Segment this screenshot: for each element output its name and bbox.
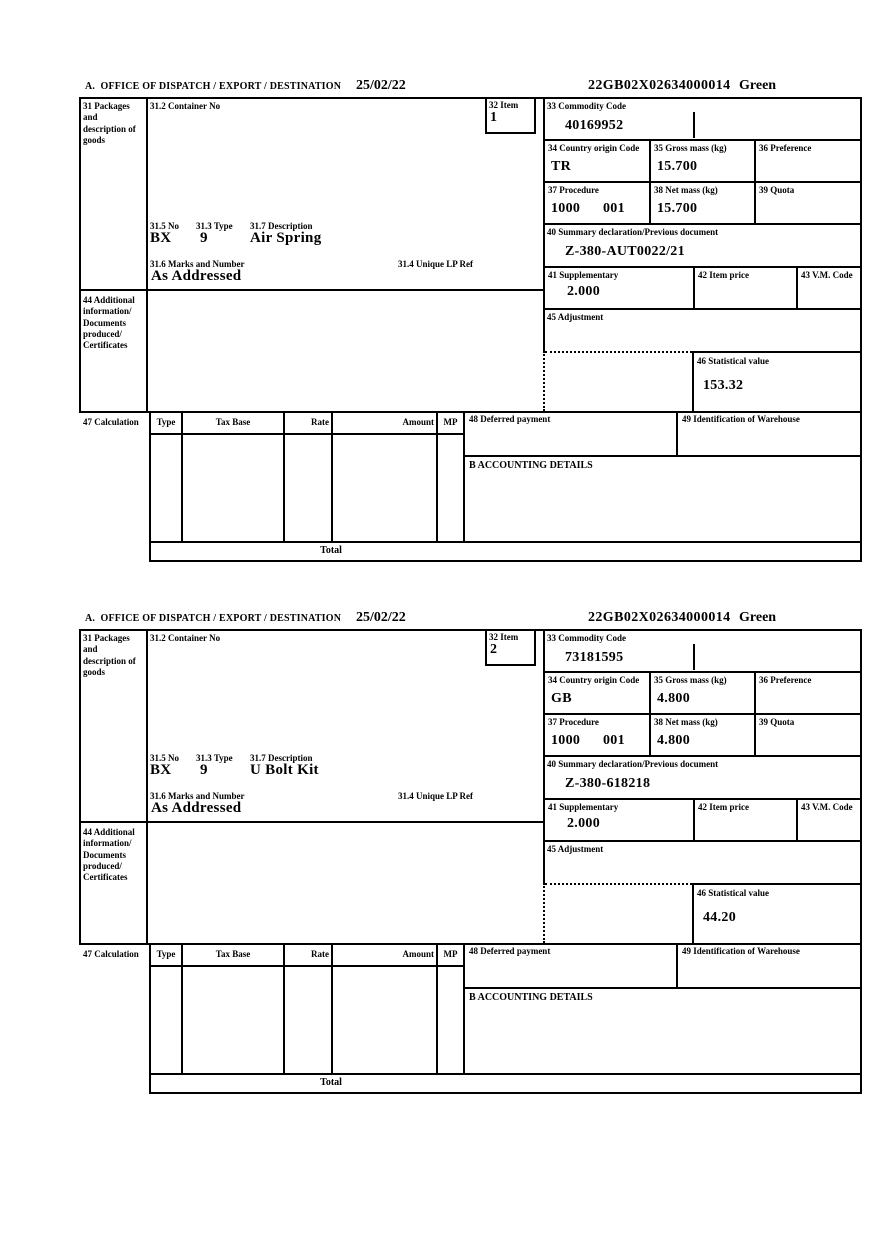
warehouse-id-label: 49 Identification of Warehouse bbox=[682, 414, 800, 424]
unique-lp-ref-label: 31.4 Unique LP Ref bbox=[398, 791, 474, 801]
procedure-label: 37 Procedure bbox=[548, 717, 599, 727]
warehouse-id-box bbox=[678, 943, 862, 989]
commodity-code-value: 40169952 bbox=[565, 118, 624, 133]
marks-label: 31.6 Marks and Number bbox=[150, 791, 245, 801]
routing-status: Green bbox=[739, 610, 777, 625]
statistical-value-box bbox=[692, 351, 860, 411]
item-number-value: 2 bbox=[490, 642, 498, 657]
dotted-divider bbox=[545, 883, 692, 885]
marks-label: 31.6 Marks and Number bbox=[150, 259, 245, 269]
pkg-no-value: BX bbox=[150, 230, 172, 246]
preference-label: 36 Preference bbox=[759, 675, 812, 685]
commodity-code-box bbox=[545, 99, 860, 141]
preference-box bbox=[756, 673, 860, 715]
warehouse-id-label: 49 Identification of Warehouse bbox=[682, 946, 800, 956]
commodity-code-label: 33 Commodity Code bbox=[547, 633, 626, 643]
previous-document-value: Z-380-AUT0022/21 bbox=[565, 244, 685, 259]
col-header-rate: Rate bbox=[311, 417, 329, 427]
vm-code-label: 43 V.M. Code bbox=[801, 270, 853, 280]
vm-code-label: 43 V.M. Code bbox=[801, 802, 853, 812]
pkg-no-value: BX bbox=[150, 762, 172, 778]
panel-border-dotted bbox=[543, 351, 545, 411]
mrn-reference: 22GB02X02634000014 bbox=[588, 78, 731, 93]
pkg-type-label: 31.3 Type bbox=[196, 753, 233, 763]
marks-value: As Addressed bbox=[151, 800, 242, 816]
box31-packages-label: 31 Packages and description of goods bbox=[83, 101, 136, 145]
col-header-type: Type bbox=[156, 949, 176, 959]
item-price-box bbox=[695, 800, 798, 842]
col-header-rate: Rate bbox=[311, 949, 329, 959]
row-divider bbox=[81, 821, 543, 823]
pkg-type-label: 31.3 Type bbox=[196, 221, 233, 231]
net-mass-value: 15.700 bbox=[657, 201, 698, 216]
routing-status: Green bbox=[739, 78, 777, 93]
box44-additional-info-label: 44 Additional information/ Documents produced/ Certificates bbox=[83, 295, 135, 350]
gross-mass-value: 15.700 bbox=[657, 159, 698, 174]
item-price-label: 42 Item price bbox=[698, 270, 749, 280]
adjustment-label: 45 Adjustment bbox=[547, 844, 604, 854]
country-origin-label: 34 Country origin Code bbox=[548, 143, 640, 153]
procedure-box bbox=[545, 715, 651, 757]
preference-box bbox=[756, 141, 860, 183]
right-panel bbox=[543, 99, 860, 411]
col-header-type: Type bbox=[156, 417, 176, 427]
declaration-date: 25/02/22 bbox=[356, 78, 406, 93]
quota-box bbox=[756, 183, 860, 225]
commodity-code-box bbox=[545, 631, 860, 673]
mrn-reference: 22GB02X02634000014 bbox=[588, 610, 731, 625]
pkg-type-value: 9 bbox=[200, 762, 208, 778]
item-price-label: 42 Item price bbox=[698, 802, 749, 812]
calculation-label: 47 Calculation bbox=[83, 949, 139, 959]
pkg-no-label: 31.5 No bbox=[150, 221, 179, 231]
commodity-code-value: 73181595 bbox=[565, 650, 624, 665]
procedure-value: 1000 bbox=[551, 201, 581, 216]
statistical-value: 44.20 bbox=[703, 910, 736, 925]
item-price-box bbox=[695, 268, 798, 310]
marks-value: As Addressed bbox=[151, 268, 242, 284]
description-value: Air Spring bbox=[250, 230, 322, 246]
column-divider bbox=[146, 99, 148, 411]
preference-label: 36 Preference bbox=[759, 143, 812, 153]
commodity-code-separator bbox=[693, 644, 695, 670]
total-label: Total bbox=[320, 545, 342, 556]
description-label: 31.7 Description bbox=[250, 221, 313, 231]
procedure-box bbox=[545, 183, 651, 225]
deferred-payment-label: 48 Deferred payment bbox=[469, 414, 551, 424]
office-of-dispatch-label: A. OFFICE OF DISPATCH / EXPORT / DESTINATION bbox=[85, 613, 342, 624]
quota-label: 39 Quota bbox=[759, 717, 795, 727]
gross-mass-value: 4.800 bbox=[657, 691, 690, 706]
right-panel bbox=[543, 631, 860, 943]
column-divider bbox=[146, 631, 148, 943]
col-header-mp: MP bbox=[443, 417, 458, 427]
net-mass-box bbox=[651, 183, 756, 225]
description-label: 31.7 Description bbox=[250, 753, 313, 763]
statistical-value: 153.32 bbox=[703, 378, 744, 393]
dotted-divider bbox=[545, 351, 692, 353]
goods-item-frame bbox=[79, 97, 862, 413]
commodity-code-separator bbox=[693, 112, 695, 138]
accounting-details-box bbox=[465, 457, 862, 541]
row-divider bbox=[81, 289, 543, 291]
col-header-tax-base: Tax Base bbox=[215, 949, 251, 959]
statistical-value-box bbox=[692, 883, 860, 943]
net-mass-box bbox=[651, 715, 756, 757]
supplementary-box bbox=[545, 268, 695, 310]
unique-lp-ref-label: 31.4 Unique LP Ref bbox=[398, 259, 474, 269]
statistical-value-label: 46 Statistical value bbox=[697, 888, 769, 898]
net-mass-value: 4.800 bbox=[657, 733, 690, 748]
total-row bbox=[149, 1073, 862, 1094]
item-number-label: 32 Item bbox=[489, 100, 519, 110]
adjustment-box bbox=[545, 842, 860, 883]
total-label: Total bbox=[320, 1077, 342, 1088]
warehouse-id-box bbox=[678, 411, 862, 457]
supplementary-box bbox=[545, 800, 695, 842]
net-mass-label: 38 Net mass (kg) bbox=[654, 185, 718, 195]
net-mass-label: 38 Net mass (kg) bbox=[654, 717, 718, 727]
description-value: U Bolt Kit bbox=[250, 762, 319, 778]
calculation-table bbox=[149, 943, 465, 1075]
pkg-type-value: 9 bbox=[200, 230, 208, 246]
quota-box bbox=[756, 715, 860, 757]
vm-code-box bbox=[798, 268, 860, 310]
adjustment-box bbox=[545, 310, 860, 351]
panel-border-dotted bbox=[543, 883, 545, 943]
deferred-payment-box bbox=[465, 411, 678, 457]
procedure-code2-value: 001 bbox=[603, 733, 625, 748]
vm-code-box bbox=[798, 800, 860, 842]
supplementary-label: 41 Supplementary bbox=[548, 802, 619, 812]
adjustment-label: 45 Adjustment bbox=[547, 312, 604, 322]
previous-document-label: 40 Summary declaration/Previous document bbox=[547, 227, 719, 237]
procedure-code2-value: 001 bbox=[603, 201, 625, 216]
item-number-box bbox=[485, 631, 536, 666]
supplementary-value: 2.000 bbox=[567, 816, 600, 831]
previous-document-box bbox=[545, 225, 860, 268]
declaration-item-block-1 bbox=[79, 80, 862, 562]
col-header-mp: MP bbox=[443, 949, 458, 959]
item-number-value: 1 bbox=[490, 110, 498, 125]
country-origin-value: GB bbox=[551, 691, 572, 706]
statistical-value-label: 46 Statistical value bbox=[697, 356, 769, 366]
declaration-item-block-2 bbox=[79, 612, 862, 1094]
accounting-details-label: B ACCOUNTING DETAILS bbox=[469, 460, 593, 471]
accounting-details-box bbox=[465, 989, 862, 1073]
deferred-payment-label: 48 Deferred payment bbox=[469, 946, 551, 956]
calculation-table bbox=[149, 411, 465, 543]
container-no-label: 31.2 Container No bbox=[150, 633, 221, 643]
item-number-box bbox=[485, 99, 536, 134]
previous-document-value: Z-380-618218 bbox=[565, 776, 651, 791]
table-header-divider bbox=[151, 965, 463, 967]
gross-mass-label: 35 Gross mass (kg) bbox=[654, 675, 727, 685]
declaration-date: 25/02/22 bbox=[356, 610, 406, 625]
supplementary-value: 2.000 bbox=[567, 284, 600, 299]
supplementary-label: 41 Supplementary bbox=[548, 270, 619, 280]
procedure-label: 37 Procedure bbox=[548, 185, 599, 195]
country-origin-box bbox=[545, 673, 651, 715]
previous-document-label: 40 Summary declaration/Previous document bbox=[547, 759, 719, 769]
item-number-label: 32 Item bbox=[489, 632, 519, 642]
office-of-dispatch-label: A. OFFICE OF DISPATCH / EXPORT / DESTINATION bbox=[85, 81, 342, 92]
box44-additional-info-label: 44 Additional information/ Documents produced/ Certificates bbox=[83, 827, 135, 882]
country-origin-box bbox=[545, 141, 651, 183]
country-origin-value: TR bbox=[551, 159, 572, 174]
col-header-amount: Amount bbox=[402, 949, 434, 959]
pkg-no-label: 31.5 No bbox=[150, 753, 179, 763]
calculation-label: 47 Calculation bbox=[83, 417, 139, 427]
total-row bbox=[149, 541, 862, 562]
gross-mass-label: 35 Gross mass (kg) bbox=[654, 143, 727, 153]
table-header-divider bbox=[151, 433, 463, 435]
container-no-label: 31.2 Container No bbox=[150, 101, 221, 111]
gross-mass-box bbox=[651, 141, 756, 183]
col-header-amount: Amount bbox=[402, 417, 434, 427]
box31-packages-label: 31 Packages and description of goods bbox=[83, 633, 136, 677]
col-header-tax-base: Tax Base bbox=[215, 417, 251, 427]
goods-item-frame bbox=[79, 629, 862, 945]
gross-mass-box bbox=[651, 673, 756, 715]
deferred-payment-box bbox=[465, 943, 678, 989]
accounting-details-label: B ACCOUNTING DETAILS bbox=[469, 992, 593, 1003]
previous-document-box bbox=[545, 757, 860, 800]
procedure-value: 1000 bbox=[551, 733, 581, 748]
country-origin-label: 34 Country origin Code bbox=[548, 675, 640, 685]
quota-label: 39 Quota bbox=[759, 185, 795, 195]
commodity-code-label: 33 Commodity Code bbox=[547, 101, 626, 111]
